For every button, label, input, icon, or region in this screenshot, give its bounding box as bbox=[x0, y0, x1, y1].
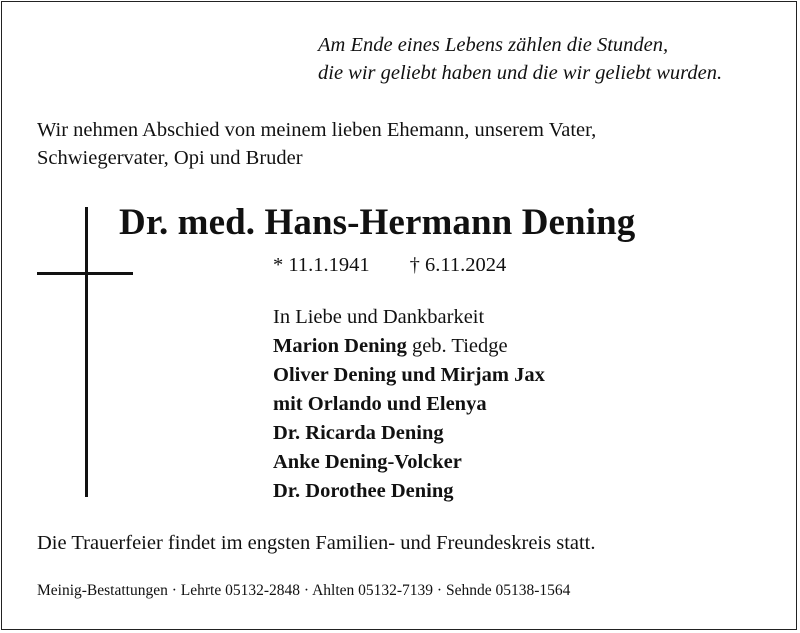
intro-line-2: Schwiegervater, Opi und Bruder bbox=[37, 147, 303, 169]
funeral-home-footer: Meinig-Bestattungen · Lehrte 05132-2848 · Ahlten 05132-7139 · Sehnde 05138-1564 bbox=[37, 582, 571, 599]
mourner-line: Dr. Ricarda Dening bbox=[273, 422, 444, 444]
birth-date: * 11.1.1941 bbox=[273, 254, 370, 276]
cross-icon-horizontal bbox=[37, 272, 133, 275]
motto-line-1: Am Ende eines Lebens zählen die Stunden, bbox=[318, 34, 669, 56]
motto-quote bbox=[318, 31, 722, 87]
mourner-suffix: geb. Tiedge bbox=[406, 335, 508, 357]
mourner-line bbox=[273, 332, 545, 361]
mourner-line: mit Orlando und Elenya bbox=[273, 393, 487, 415]
cross-icon-vertical bbox=[85, 207, 88, 497]
mourner-line: Oliver Dening und Mirjam Jax bbox=[273, 364, 545, 386]
mourner-line: Anke Dening-Volcker bbox=[273, 451, 462, 473]
mourner-name: Marion Dening bbox=[273, 335, 407, 357]
mourners-intro: In Liebe und Dankbarkeit bbox=[273, 306, 485, 328]
mourners-list bbox=[273, 303, 545, 506]
life-dates bbox=[273, 251, 506, 279]
deceased-name: Dr. med. Hans-Hermann Dening bbox=[119, 202, 636, 243]
mourner-line: Dr. Dorothee Dening bbox=[273, 480, 454, 502]
motto-line-2: die wir geliebt haben und die wir geliebt wurden. bbox=[318, 62, 723, 84]
intro-text bbox=[37, 116, 596, 172]
death-date: † 6.11.2024 bbox=[409, 254, 507, 276]
ceremony-note: Die Trauerfeier findet im engsten Familien- und Freundeskreis statt. bbox=[37, 532, 596, 554]
intro-line-1: Wir nehmen Abschied von meinem lieben Ehemann, unserem Vater, bbox=[37, 119, 597, 141]
